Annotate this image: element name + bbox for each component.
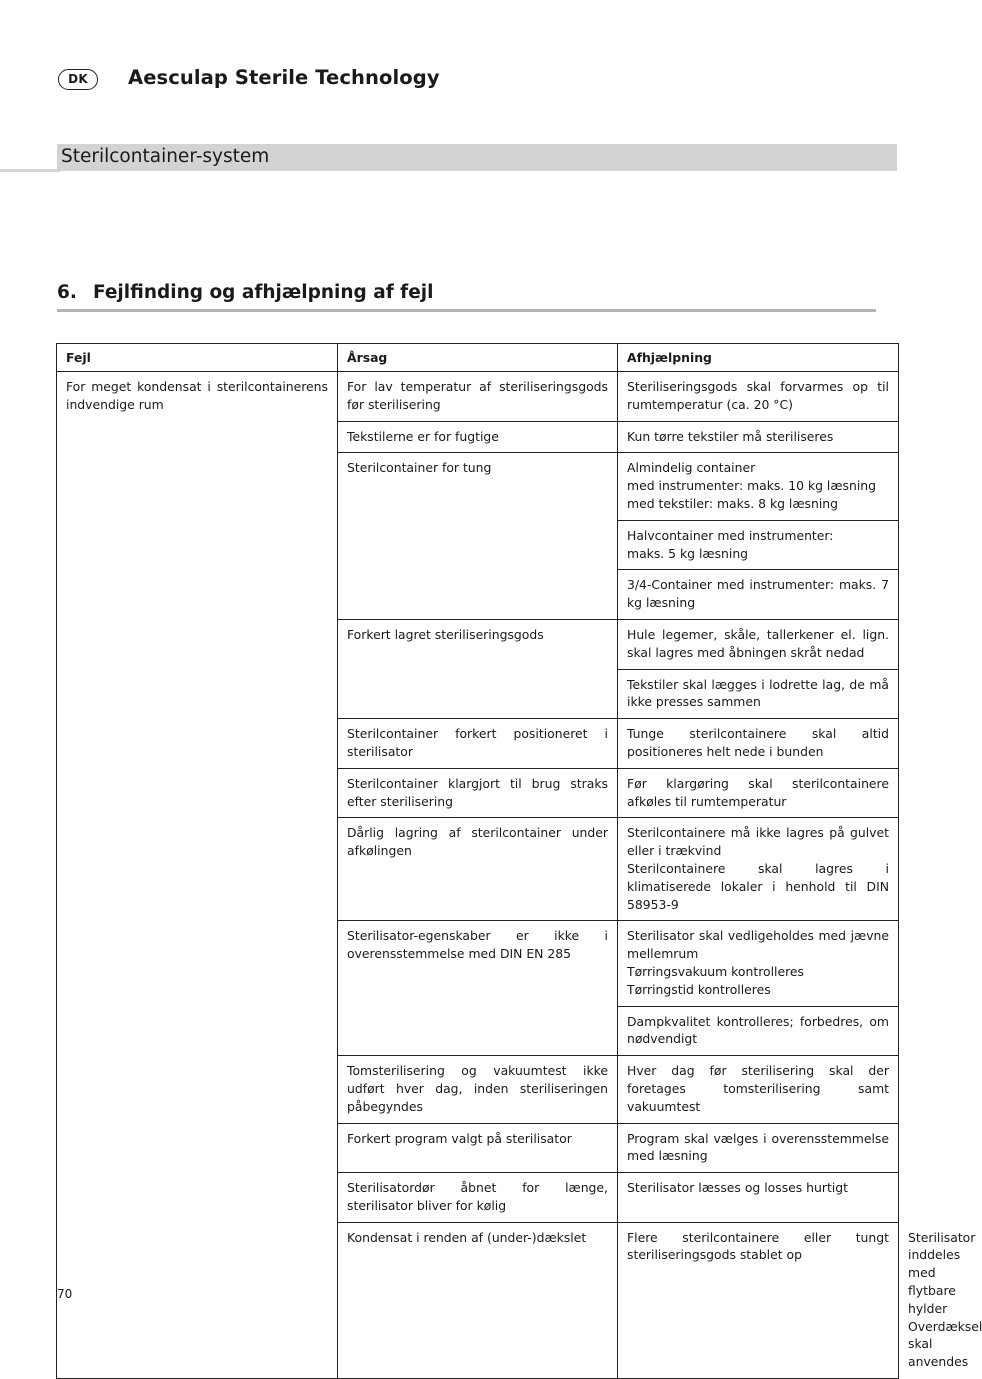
remedy-cell: Dampkvalitet kontrolleres; forbedres, om nødvendigt — [618, 1006, 899, 1056]
remedy-line: med tekstiler: maks. 8 kg læsning — [627, 495, 839, 511]
fault-cell: Kondensat i renden af (under-)dækslet — [338, 1222, 618, 1378]
remedy-line: Halvcontainer med instrumenter: — [627, 527, 834, 543]
section-number: 6. — [57, 282, 77, 303]
cause-cell: Sterilisator-egenskaber er ikke i overensstemmelse med DIN EN 285 — [338, 921, 618, 1056]
cause-cell: Sterilcontainer forkert positioneret i sterilisator — [338, 719, 618, 769]
remedy-cell — [618, 921, 899, 1006]
cause-cell: Flere sterilcontainere eller tungt steriliseringsgods stablet op — [618, 1222, 899, 1378]
remedy-cell — [618, 453, 899, 520]
remedy-cell — [618, 520, 899, 570]
system-title-underline — [0, 169, 60, 172]
table-header-row — [57, 344, 899, 372]
language-badge: DK — [58, 69, 98, 90]
remedy-line: Sterilcontainere må ikke lagres på gulvet eller i trækvind — [627, 825, 889, 859]
remedy-cell: Kun tørre tekstiler må steriliseres — [618, 421, 899, 453]
remedy-line: maks. 5 kg læsning — [627, 545, 749, 561]
page-number: 70 — [57, 1287, 73, 1301]
remedy-cell: Før klargøring skal sterilcontainere afkøles til rumtemperatur — [618, 768, 899, 818]
remedy-line: Tørringstid kontrolleres — [627, 981, 771, 997]
remedy-cell: Hver dag før sterilisering skal der foretages tomsterilisering samt vakuumtest — [618, 1056, 899, 1123]
cause-cell: Sterilcontainer klargjort til brug straks efter sterilisering — [338, 768, 618, 818]
brand-title: Aesculap Sterile Technology — [128, 66, 440, 89]
table-row: Kondensat i renden af (under-)dækslet Flere sterilcontainere eller tungt steriliseringsgods stablet op Sterilisator inddeles med flytbare hylder Overdæksel skal anvendes — [57, 1222, 899, 1378]
troubleshooting-table — [56, 343, 982, 1379]
cause-cell: Forkert program valgt på sterilisator — [338, 1123, 618, 1173]
header-fault: Fejl — [57, 344, 338, 372]
system-title: Sterilcontainer-system — [61, 146, 270, 167]
fault-cell: For meget kondensat i sterilcontainerens indvendige rum — [57, 372, 338, 1379]
remedy-line: Almindelig container — [627, 460, 756, 476]
cause-cell: Sterilisatordør åbnet for længe, sterilisator bliver for kølig — [338, 1173, 618, 1223]
section-heading — [57, 282, 433, 303]
remedy-line: Sterilisator skal vedligeholdes med jævne mellemrum — [627, 928, 889, 962]
section-rule — [57, 309, 876, 312]
remedy-cell: Program skal vælges i overensstemmelse med læsning — [618, 1123, 899, 1173]
header-cause: Årsag — [338, 344, 618, 372]
table-row — [57, 372, 899, 422]
remedy-cell: Tekstiler skal lægges i lodrette lag, de må ikke presses sammen — [618, 669, 899, 719]
remedy-line: med instrumenter: maks. 10 kg læsning — [627, 478, 877, 494]
cause-cell: Sterilcontainer for tung — [338, 453, 618, 620]
remedy-cell — [618, 818, 899, 921]
remedy-cell: Sterilisator læsses og losses hurtigt — [618, 1173, 899, 1223]
remedy-cell: Tunge sterilcontainere skal altid positioneres helt nede i bunden — [618, 719, 899, 769]
section-title: Fejlfinding og afhjælpning af fejl — [93, 282, 434, 303]
cause-cell: Forkert lagret steriliseringsgods — [338, 619, 618, 718]
cause-cell: Dårlig lagring af sterilcontainer under afkølingen — [338, 818, 618, 921]
cause-cell: Tekstilerne er for fugtige — [338, 421, 618, 453]
remedy-line: Sterilcontainere skal lagres i klimatiserede lokaler i henhold til DIN 58953-9 — [627, 860, 889, 912]
remedy-cell: 3/4-Container med instrumenter: maks. 7 kg læsning — [618, 570, 899, 620]
cause-cell: For lav temperatur af steriliseringsgods før sterilisering — [338, 372, 618, 422]
cause-cell: Tomsterilisering og vakuumtest ikke udført hver dag, inden steriliseringen påbegyndes — [338, 1056, 618, 1123]
remedy-cell: Steriliseringsgods skal forvarmes op til rumtemperatur (ca. 20 °C) — [618, 372, 899, 422]
remedy-line: Tørringsvakuum kontrolleres — [627, 963, 805, 979]
remedy-cell: Hule legemer, skåle, tallerkener el. lign. skal lagres med åbningen skråt nedad — [618, 619, 899, 669]
header-remedy: Afhjælpning — [618, 344, 899, 372]
